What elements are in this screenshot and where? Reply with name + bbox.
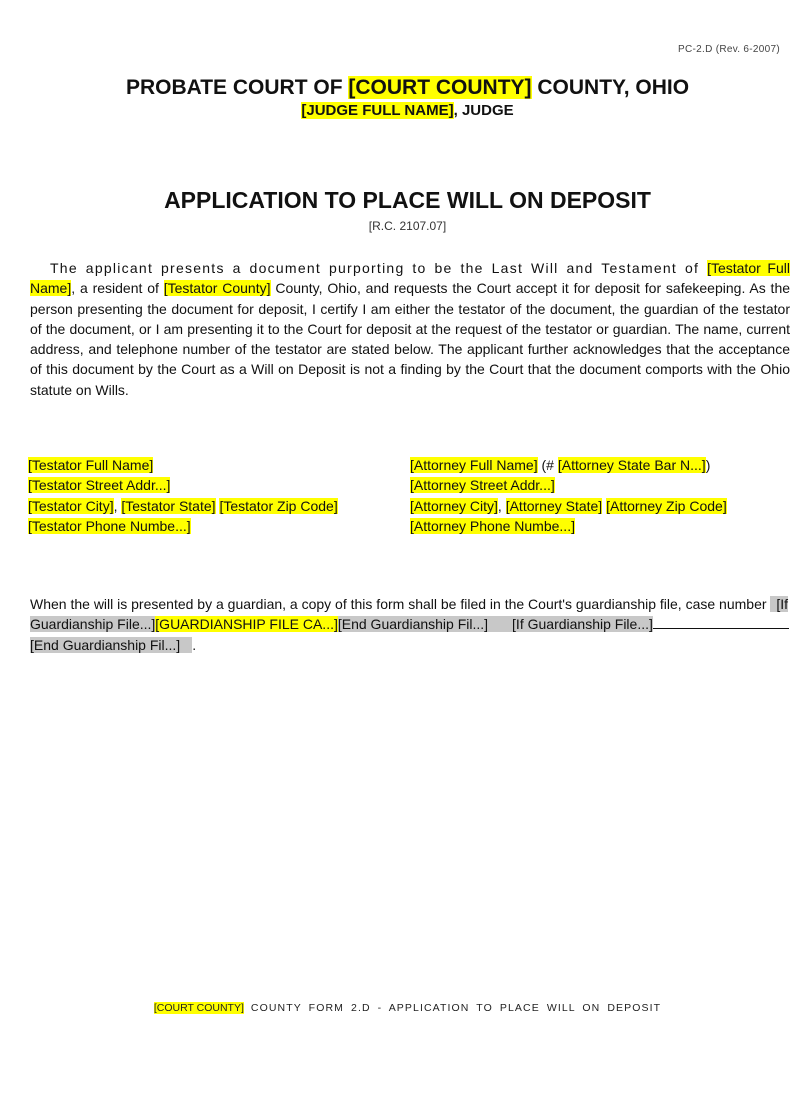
testator-phone-line (28, 516, 388, 536)
end-guardianship-file-field-2[interactable]: [End Guardianship Fil...] (30, 637, 192, 653)
end-guardianship-file-field-1[interactable]: [End Guardianship Fil...] (337, 616, 489, 633)
attorney-street-field[interactable]: [Attorney Street Addr...] (410, 477, 555, 494)
attorney-phone-line (410, 516, 790, 536)
testator-street-field[interactable]: [Testator Street Addr...] (28, 477, 171, 494)
guardianship-paragraph (30, 594, 790, 655)
intro-paragraph (30, 258, 790, 400)
attorney-address-block (410, 455, 790, 536)
guardianship-case-number-field[interactable]: [GUARDIANSHIP FILE CA...] (155, 616, 338, 633)
judge-line (0, 102, 800, 119)
footer-county-field[interactable]: [COURT COUNTY] (153, 1002, 244, 1014)
attorney-phone-field[interactable]: [Attorney Phone Numbe...] (410, 517, 575, 534)
footer-text: COUNTY FORM 2.D - APPLICATION TO PLACE WILL ON DEPOSIT (243, 1002, 662, 1014)
attorney-city-line (410, 496, 790, 516)
court-title-suffix: COUNTY, OHIO (531, 76, 690, 99)
testator-city-line (28, 496, 388, 516)
testator-full-name-field[interactable]: [Testator Full Name] (28, 457, 154, 473)
form-revision-label: PC-2.D (Rev. 6-2007) (678, 44, 780, 55)
attorney-street-line (410, 475, 790, 495)
testator-city-field[interactable]: [Testator City] (28, 497, 114, 514)
statute-reference: [R.C. 2107.07] (368, 219, 447, 233)
guardianship-period: . (192, 636, 197, 653)
attorney-city-field[interactable]: [Attorney City] (410, 497, 498, 514)
testator-zip-field[interactable]: [Testator Zip Code] (219, 497, 338, 514)
attorney-bar-suffix: ) (705, 457, 711, 473)
testator-address-block (28, 455, 388, 536)
testator-name-field[interactable]: [Testator Full Name] (30, 260, 790, 297)
attorney-bar-prefix: (# (537, 457, 558, 473)
intro-mid: , a resident of (71, 280, 164, 297)
testator-state-field[interactable]: [Testator State] (121, 497, 216, 514)
testator-street-line (28, 475, 388, 495)
guardianship-lead: When the will is presented by a guardian, a copy of this form shall be filed in the Court's guardianship file, case number (30, 596, 771, 612)
court-county-field[interactable]: [COURT COUNTY] (348, 76, 532, 99)
document-title: APPLICATION TO PLACE WILL ON DEPOSIT (164, 187, 651, 213)
testator-phone-field[interactable]: [Testator Phone Numbe...] (28, 517, 191, 534)
page-footer (0, 1002, 800, 1014)
attorney-full-name-field[interactable]: [Attorney Full Name] (410, 457, 538, 473)
judge-suffix: , JUDGE (453, 102, 514, 119)
if-guardianship-file-field-1[interactable]: [If Guardianship File...] (30, 596, 789, 633)
case-number-underline (653, 616, 789, 629)
testator-name-line (28, 455, 388, 475)
attorney-zip-field[interactable]: [Attorney Zip Code] (606, 497, 727, 514)
testator-county-field[interactable]: [Testator County] (163, 280, 271, 297)
testator-city-comma: , (113, 497, 122, 514)
attorney-name-line (410, 455, 790, 475)
attorney-bar-number-field[interactable]: [Attorney State Bar N...] (557, 457, 706, 473)
attorney-state-field[interactable]: [Attorney State] (505, 497, 603, 514)
court-title-prefix: PROBATE COURT OF (125, 76, 349, 99)
attorney-city-comma: , (497, 497, 506, 514)
court-title (0, 76, 800, 100)
if-guardianship-file-field-2[interactable]: [If Guardianship File...] (488, 616, 653, 632)
judge-name-field[interactable]: [JUDGE FULL NAME] (301, 102, 454, 119)
intro-rest: County, Ohio, and requests the Court accept it for deposit for safekeeping. As the person presenting the document for deposit, I certify I am either the testator of the document, the guardian of the testator of the document, or I am presenting it to the Court for deposit at the request of the testator or guardian. The name, current address, and telephone number of the testator are stated below. The applicant further acknowledges that the acceptance of this document by the Court as a Will on Deposit is not a finding by the Court that the document comports with the Ohio statute on Wills. (30, 280, 791, 398)
intro-lead: The applicant presents a document purporting to be the Last Will and Testament of (50, 260, 708, 276)
